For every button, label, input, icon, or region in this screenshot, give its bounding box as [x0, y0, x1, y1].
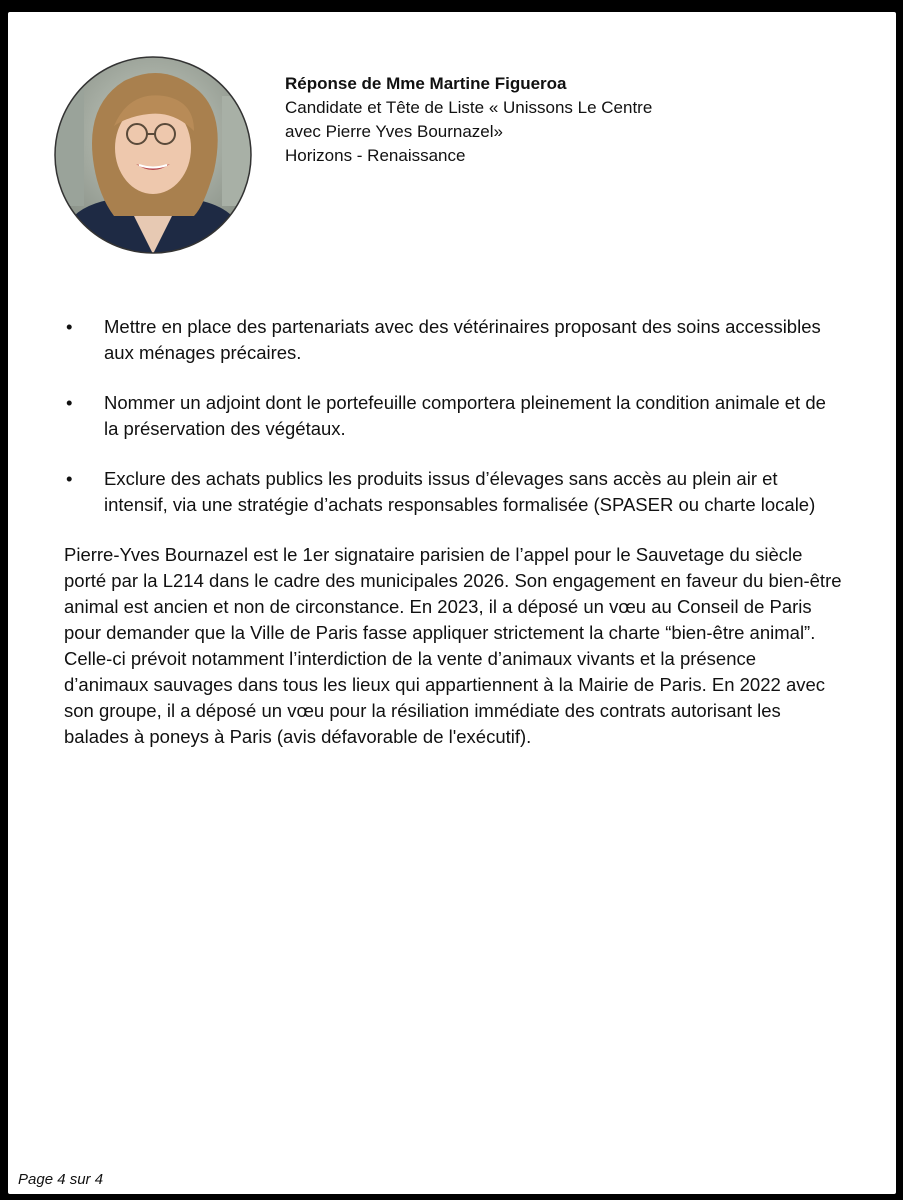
- respondent-role: Candidate et Tête de Liste « Unissons Le Centre: [285, 98, 653, 117]
- list-item: [64, 390, 844, 442]
- bullet-marker: •: [66, 468, 73, 489]
- respondent-header: [285, 72, 885, 168]
- list-item-text: Exclure des achats publics les produits issus d’élevages sans accès au plein air et intensif, via une stratégie d’achats responsables formalisée (SPASER ou charte locale): [104, 468, 816, 515]
- respondent-role-continued: avec Pierre Yves Bournazel»: [285, 122, 503, 141]
- list-item: [64, 314, 844, 366]
- engagement-paragraph: Pierre-Yves Bournazel est le 1er signataire parisien de l’appel pour le Sauvetage du siècle porté par la L214 dans le cadre des municipales 2026. Son engagement en faveur du bien-être animal est ancien et non de circonstance. En 2023, il a déposé un vœu au Conseil de Paris pour demander que la Ville de Paris fasse appliquer strictement la charte “bien-être animal”. Celle-ci prévoit notamment l’interdiction de la vente d’animaux vivants et la présence d’animaux sauvages dans tous les lieux qui appartiennent à la Mairie de Paris. En 2022 avec son groupe, il a déposé un vœu pour la résiliation immédiate des contrats autorisant les balades à poneys à Paris (avis défavorable de l'exécutif).: [64, 544, 842, 747]
- respondent-party: Horizons - Renaissance: [285, 146, 466, 165]
- response-body: [64, 314, 844, 769]
- bullet-marker: •: [66, 392, 73, 413]
- list-item-text: Mettre en place des partenariats avec des vétérinaires proposant des soins accessibles aux ménages précaires.: [104, 316, 821, 363]
- list-item-text: Nommer un adjoint dont le portefeuille comportera pleinement la condition animale et de la préservation des végétaux.: [104, 392, 826, 439]
- list-item: [64, 466, 844, 518]
- respondent-name: Réponse de Mme Martine Figueroa: [285, 74, 567, 93]
- portrait-photo: [54, 56, 252, 254]
- bullet-marker: •: [66, 316, 73, 337]
- proposals-list: [64, 314, 844, 518]
- page-number: Page 4 sur 4: [18, 1171, 104, 1188]
- document-page: [8, 12, 896, 1194]
